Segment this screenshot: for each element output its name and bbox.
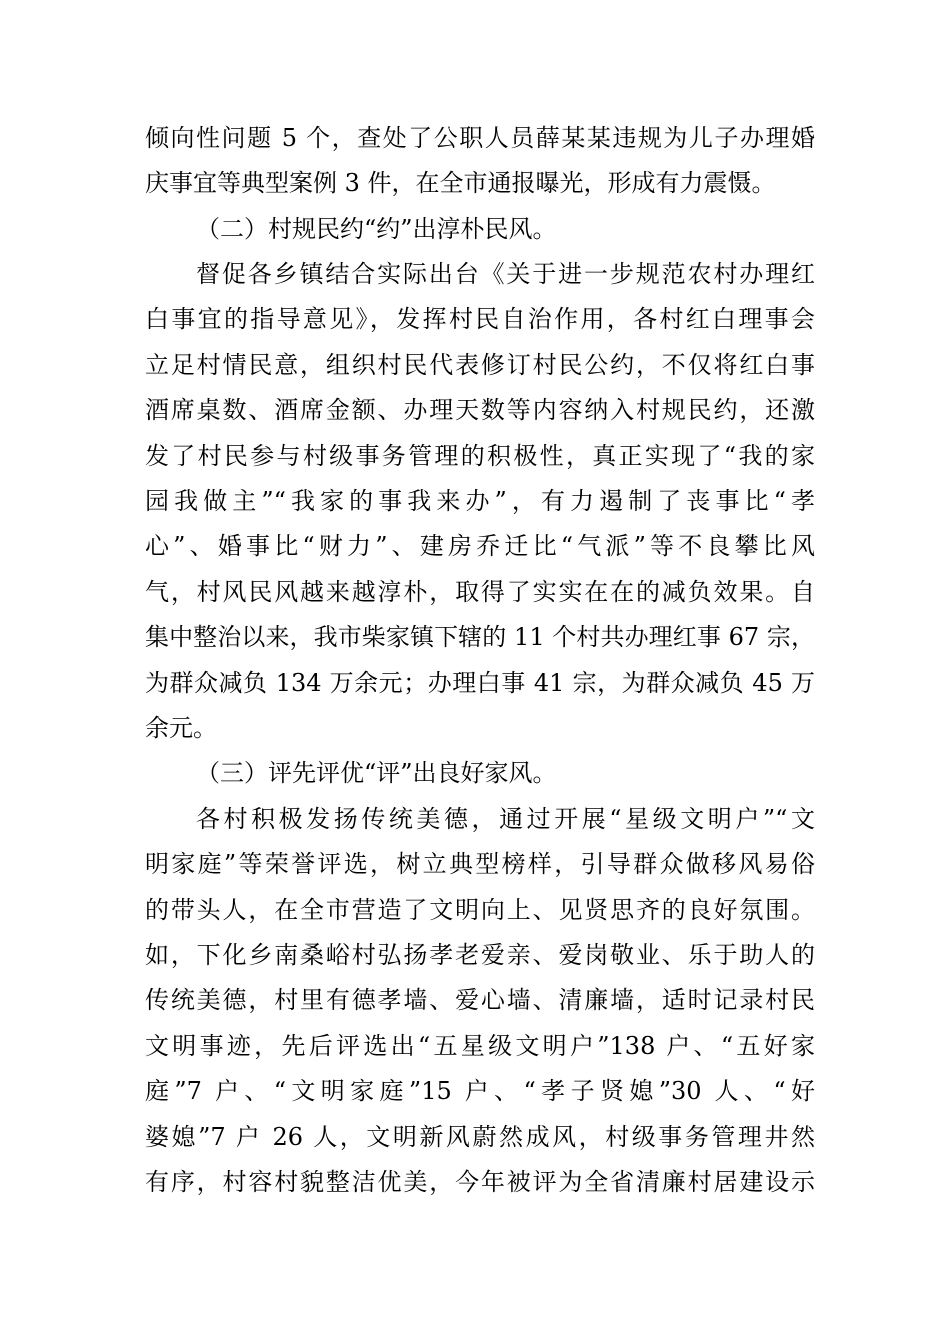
text-line: 为群众减负 134 万余元；办理白事 41 宗，为群众减负 45 万 (145, 669, 815, 697)
text-line: 酒席桌数、酒席金额、办理天数等内容纳入村规民约，还激 (145, 396, 815, 424)
text-line: 集中整治以来，我市柴家镇下辖的 11 个村共办理红事 67 宗， (145, 623, 815, 651)
section-heading: （二）村规民约“约”出淳朴民风。 (196, 215, 557, 243)
text-line: 婆媳”7 户 26 人，文明新风蔚然成风，村级事务管理井然 (145, 1123, 815, 1151)
text-line: 倾向性问题 5 个，查处了公职人员薛某某违规为儿子办理婚 (145, 124, 815, 152)
text-line: 传统美德，村里有德孝墙、爱心墙、清廉墙，适时记录村民 (145, 986, 815, 1014)
text-line: 发了村民参与村级事务管理的积极性，真正实现了“我的家 (145, 442, 815, 470)
text-line: 白事宜的指导意见》，发挥村民自治作用，各村红白理事会 (145, 305, 815, 333)
section-heading: （三）评先评优“评”出良好家风。 (196, 759, 557, 787)
text-line: 园我做主”“我家的事我来办”，有力遏制了丧事比“孝 (145, 487, 815, 515)
text-line: 明家庭”等荣誉评选，树立典型榜样，引导群众做移风易俗 (145, 850, 815, 878)
text-line: 庭”7 户、“文明家庭”15 户、“孝子贤媳”30 人、“好 (145, 1077, 815, 1105)
text-line: 有序，村容村貌整洁优美，今年被评为全省清廉村居建设示 (145, 1168, 815, 1196)
text-line: 督促各乡镇结合实际出台《关于进一步规范农村办理红 (196, 260, 815, 288)
text-line: 心”、婚事比“财力”、建房乔迁比“气派”等不良攀比风 (145, 532, 815, 560)
text-line: 立足村情民意，组织村民代表修订村民公约，不仅将红白事 (145, 351, 815, 379)
text-line: 余元。 (145, 714, 217, 742)
text-line: 的带头人，在全市营造了文明向上、见贤思齐的良好氛围。 (145, 896, 815, 924)
text-line: 各村积极发扬传统美德，通过开展“星级文明户”“文 (196, 805, 815, 833)
text-line: 气，村风民风越来越淳朴，取得了实实在在的减负效果。自 (145, 578, 815, 606)
text-line: 庆事宜等典型案例 3 件，在全市通报曝光，形成有力震慑。 (145, 169, 776, 197)
text-line: 文明事迹，先后评选出“五星级文明户”138 户、“五好家 (145, 1032, 815, 1060)
text-line: 如，下化乡南桑峪村弘扬孝老爱亲、爱岗敬业、乐于助人的 (145, 941, 815, 969)
